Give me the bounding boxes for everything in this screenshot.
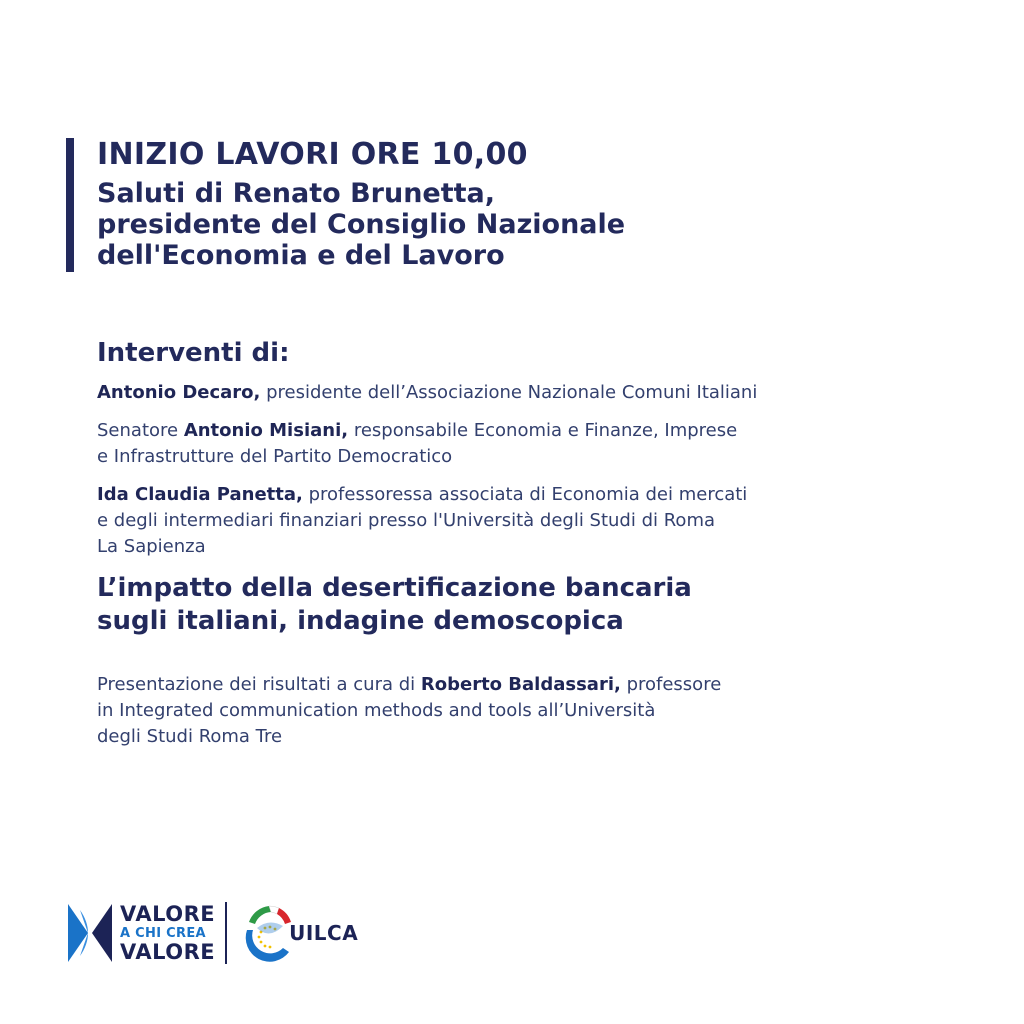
greeting-line: presidente del Consiglio Nazionale bbox=[97, 209, 626, 240]
speaker-role-line: La Sapienza bbox=[97, 536, 206, 557]
header-block bbox=[97, 136, 977, 271]
study-title-line: L’impatto della desertificazione bancaria bbox=[97, 573, 692, 603]
logo-word: VALORE bbox=[120, 901, 216, 926]
start-time-heading: INIZIO LAVORI ORE 10,00 bbox=[97, 137, 528, 172]
uilca-logo-text: UILCA bbox=[289, 921, 359, 945]
speaker-name: Antonio Misiani, bbox=[183, 420, 349, 441]
greeting-line: dell'Economia e del Lavoro bbox=[97, 240, 505, 271]
footer-logos bbox=[66, 898, 358, 968]
speaker-role-line: e degli intermediari finanziari presso l'Università degli Studi di Roma bbox=[97, 510, 716, 531]
speaker-line bbox=[97, 482, 957, 508]
program-body bbox=[97, 336, 957, 750]
presenter-role: professore bbox=[620, 674, 722, 695]
speaker-entry bbox=[97, 418, 957, 470]
study-title-line: sugli italiani, indagine demoscopica bbox=[97, 606, 624, 636]
speaker-line bbox=[97, 418, 957, 444]
valore-logo-text bbox=[120, 901, 216, 964]
speaker-role: responsabile Economia e Finanze, Imprese bbox=[348, 420, 738, 441]
speakers-heading: Interventi di: bbox=[97, 338, 290, 368]
presentation-prefix: Presentazione dei risultati a cura di bbox=[97, 674, 421, 695]
speaker-line bbox=[97, 380, 957, 406]
uilca-logo bbox=[239, 900, 358, 966]
speaker-name: Ida Claudia Panetta, bbox=[97, 484, 303, 505]
speaker-name: Antonio Decaro, bbox=[97, 382, 261, 403]
speaker-entry bbox=[97, 482, 957, 560]
logo-word: VALORE bbox=[120, 939, 216, 964]
speaker-prefix: Senatore bbox=[97, 420, 184, 441]
presenter-name: Roberto Baldassari, bbox=[420, 674, 621, 695]
presentation-line bbox=[97, 672, 957, 698]
presentation-line: in Integrated communication methods and tools all’Università bbox=[97, 700, 656, 721]
presentation-text bbox=[97, 672, 957, 750]
speaker-role: professoressa associata di Economia dei mercati bbox=[302, 484, 748, 505]
greeting-text bbox=[97, 178, 977, 271]
logo-divider bbox=[225, 902, 227, 964]
valore-logo-icon bbox=[66, 900, 114, 966]
accent-bar bbox=[66, 138, 74, 272]
study-title bbox=[97, 572, 957, 638]
greeting-line: Saluti di Renato Brunetta, bbox=[97, 178, 496, 209]
presentation-line: degli Studi Roma Tre bbox=[97, 726, 283, 747]
logo-word: A CHI CREA bbox=[120, 925, 206, 941]
speaker-role-line: e Infrastrutture del Partito Democratico bbox=[97, 446, 453, 467]
speaker-role: presidente dell’Associazione Nazionale Comuni Italiani bbox=[260, 382, 758, 403]
speaker-entry bbox=[97, 380, 957, 406]
